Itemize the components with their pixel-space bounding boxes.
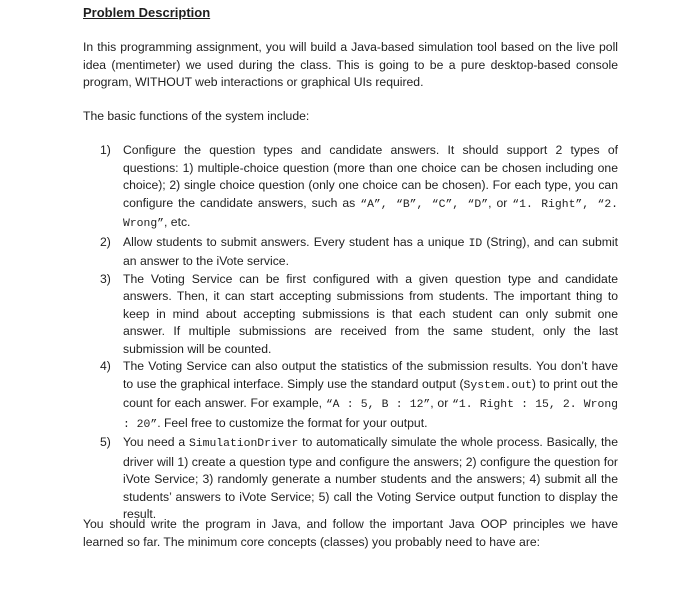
list-number: 5) (100, 435, 111, 449)
functions-heading: The basic functions of the system include: (83, 109, 310, 123)
item-text: to automatically simulate the whole process. Basically, the driver will 1) create a question type and configure the answers; 2) configure the question for iVote Service; 3) randomly generate a number students and the answers; 4) submit all the students’ answers to iVote Service; 5) call the Voting Service output function to display the result. (123, 435, 618, 521)
item-text: ) to print out the count for each answer. For example, (123, 376, 618, 410)
list-item-3 (100, 271, 618, 359)
code-system-out: System.out (463, 379, 532, 392)
item-text: , or (430, 396, 453, 410)
item-text: , etc. (164, 215, 191, 229)
closing-paragraph: You should write the program in Java, and follow the important Java OOP principles we have learned so far. The minimum core concepts (classes) you probably need to have are: (83, 517, 618, 549)
item-text: , or (488, 195, 513, 210)
code-example-letters: “A : 5, B : 12” (325, 399, 431, 411)
list-item-1 (100, 142, 618, 234)
code-answers-letters: “A”, “B”, “C”, “D” (360, 198, 489, 211)
list-item-5 (100, 434, 618, 524)
item-text: The Voting Service can be first configured with a given question type and candidate answers. Then, it can start accepting submissions from students. The important thing to keep in mind about accepting submissions is that each student can only submit one answer. If multiple submissions are received from the same student, only the last submission will be counted. (123, 271, 618, 356)
intro-paragraph: In this programming assignment, you will build a Java-based simulation tool based on the live poll idea (mentimeter) we used during the class. This is going to be a pure desktop-based console program, WITHOUT web interactions or graphical UIs required. (83, 40, 618, 89)
item-text: (String), and can submit an answer to the iVote service. (123, 234, 619, 268)
list-number: 1) (100, 143, 111, 157)
list-item-2 (100, 234, 618, 271)
page-title: Problem Description (83, 5, 211, 20)
list-item-4 (100, 358, 618, 434)
list-number: 2) (100, 234, 111, 249)
item-text: . Feel free to customize the format for your output. (157, 415, 428, 430)
list-number: 4) (100, 359, 111, 373)
functions-list (100, 142, 618, 524)
code-id: ID (468, 237, 483, 250)
item-text: The Voting Service can also output the statistics of the submission results. You don’t have to use the graphical interface. Simply use the standard output ( (123, 359, 618, 391)
code-answers-right-wrong: “1. Right”, “2. Wrong” (123, 198, 619, 230)
code-example-right-wrong: “1. Right : 15, 2. Wrong : 20” (123, 399, 618, 431)
code-simulation-driver: SimulationDriver (188, 438, 299, 450)
item-text: Allow students to submit answers. Every student has a unique (123, 234, 469, 249)
item-text: Configure the question types and candidate answers. It should support 2 types of questions: 1) multiple-choice question (more than one choice can be chosen including one choice); 2) single choice question (only one choice can be chosen). For each type, you can configure the candidate answers, such as (123, 143, 618, 210)
item-text: You need a (123, 435, 189, 449)
list-number: 3) (100, 271, 111, 286)
